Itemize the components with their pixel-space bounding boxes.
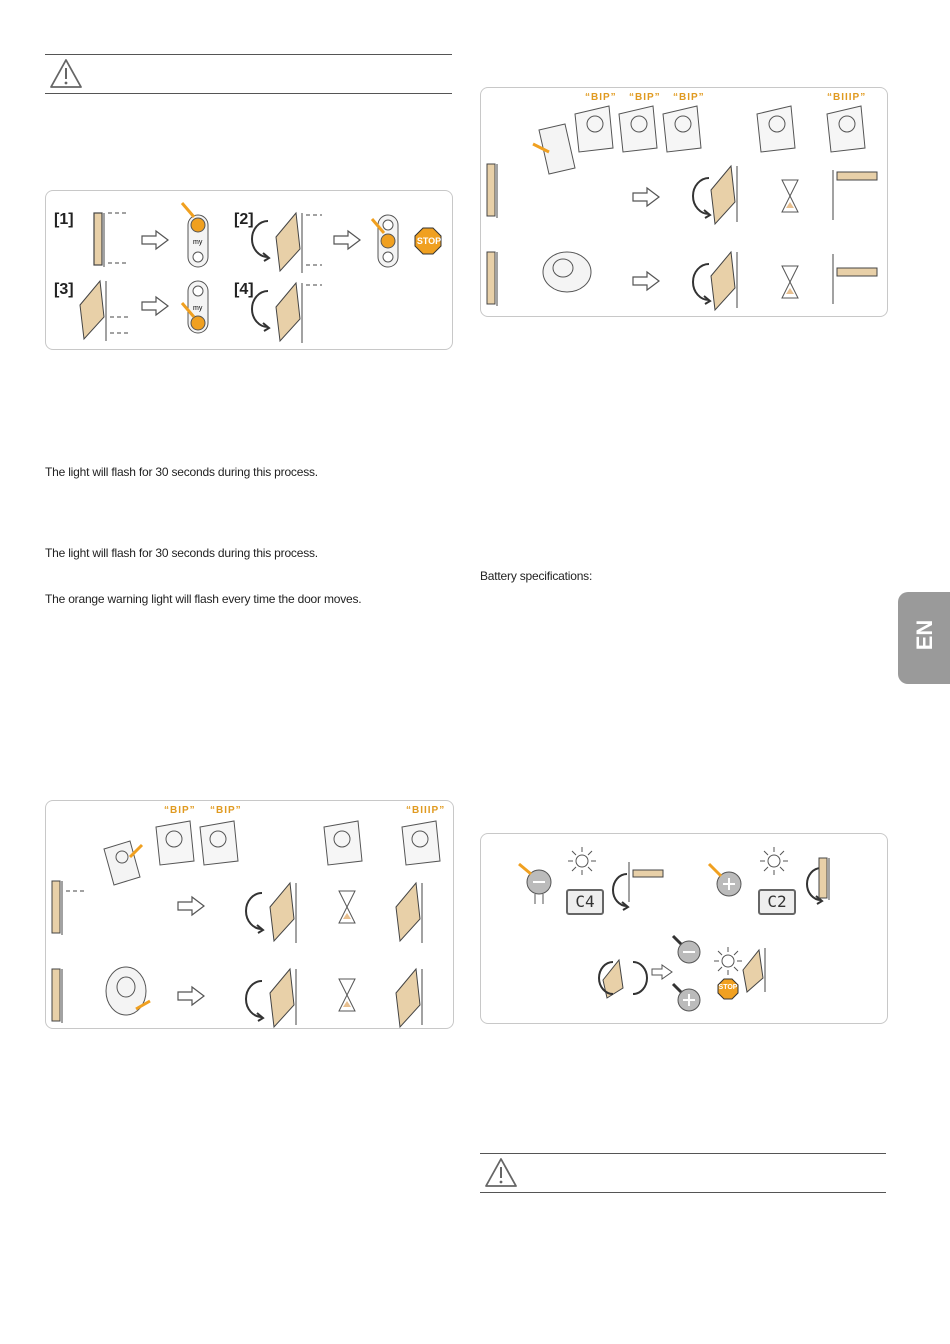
light-icon	[759, 846, 789, 876]
door-closing-icon	[272, 281, 332, 345]
hourglass-icon	[779, 178, 801, 214]
door-closed-icon	[485, 250, 525, 310]
door-opening-icon	[266, 881, 326, 945]
pairing-panel-left	[45, 800, 454, 1029]
arrow-right-icon	[176, 895, 206, 917]
bip-label: “BIP”	[673, 92, 705, 103]
rotate-icon	[246, 977, 266, 1021]
rotate-icon	[252, 287, 272, 331]
door-closed-icon	[50, 967, 90, 1027]
hourglass-icon	[779, 264, 801, 300]
door-closed-icon	[817, 856, 857, 906]
door-opening-icon	[707, 250, 767, 314]
door-closed-icon	[92, 211, 132, 271]
plus-button-icon	[707, 862, 747, 906]
warning-icon	[484, 1157, 518, 1188]
remote-up-pressed-icon	[182, 201, 212, 269]
bip-label: “BIP”	[164, 805, 196, 816]
battery-specifications-label: Battery specifications:	[480, 569, 593, 583]
adjust-panel	[480, 833, 888, 1024]
stop-label: STOP	[416, 236, 442, 246]
steps-panel	[45, 190, 453, 350]
arrow-right-icon	[140, 229, 170, 251]
door-closed-icon	[50, 879, 90, 939]
warning-icon	[49, 58, 83, 89]
door-opening-icon	[392, 967, 452, 1031]
bip-long-label: “BIIIP”	[827, 92, 867, 103]
bip-label: “BIP”	[629, 92, 661, 103]
motor-receiver-icon	[751, 102, 801, 156]
door-opening-icon	[392, 881, 452, 945]
stop-label: STOP	[718, 984, 738, 991]
rotate-both-icon	[599, 954, 647, 1000]
keyfob-icon	[102, 965, 152, 1019]
motor-receiver-icon	[821, 102, 871, 156]
door-closed-icon	[485, 162, 525, 222]
door-open-icon	[829, 252, 885, 308]
motor-receiver-icon	[150, 817, 240, 867]
minus-button-icon	[671, 934, 707, 970]
remote-down-pressed-icon	[182, 277, 212, 345]
arrow-right-icon	[631, 270, 661, 292]
hourglass-icon	[336, 977, 358, 1013]
lcd-display: C4	[566, 889, 604, 915]
step-4-label: [4]	[234, 281, 254, 298]
door-open-icon	[625, 860, 665, 906]
plus-button-icon	[671, 982, 707, 1018]
door-opening-icon	[741, 946, 787, 996]
minus-button-icon	[517, 862, 557, 906]
language-tab-label: EN	[912, 619, 937, 651]
light-icon	[713, 946, 743, 976]
bottom-rule-right	[480, 1192, 886, 1193]
pairing-panel-right	[480, 87, 888, 317]
arrow-right-icon	[176, 985, 206, 1007]
lcd-display: C2	[758, 889, 796, 915]
step-1-label: [1]	[54, 211, 74, 228]
bip-long-label: “BIIIP”	[406, 805, 446, 816]
door-opening-icon	[266, 967, 326, 1031]
door-open-icon	[829, 168, 885, 224]
arrow-right-icon	[651, 964, 673, 980]
top-rule-right	[480, 1153, 886, 1154]
language-tab	[898, 592, 950, 684]
motor-receiver-icon	[569, 102, 703, 156]
motor-receiver-icon	[396, 817, 440, 867]
rotate-icon	[246, 889, 266, 933]
svg-text:my: my	[193, 239, 203, 246]
light-icon	[567, 846, 597, 876]
hourglass-icon	[336, 889, 358, 925]
step-2-label: [2]	[234, 211, 254, 228]
paragraph-flash-1: The light will flash for 30 seconds during this process.	[45, 465, 318, 479]
remote-icon	[531, 122, 581, 178]
bip-label: “BIP”	[585, 92, 617, 103]
arrow-right-icon	[332, 229, 362, 251]
remote-my-pressed-icon	[372, 201, 402, 269]
top-rule-left	[45, 54, 452, 55]
step-3-label: [3]	[54, 281, 74, 298]
motor-receiver-icon	[318, 817, 362, 867]
bip-label: “BIP”	[210, 805, 242, 816]
svg-text:my: my	[193, 305, 203, 312]
remote-icon	[100, 837, 144, 887]
door-opening-icon	[707, 164, 767, 228]
door-opening-icon	[272, 211, 332, 275]
rotate-icon	[252, 217, 272, 261]
paragraph-warning-light: The orange warning light will flash every time the door moves.	[45, 592, 362, 606]
paragraph-flash-2: The light will flash for 30 seconds during this process.	[45, 546, 318, 560]
arrow-right-icon	[631, 186, 661, 208]
door-open-icon	[76, 279, 136, 343]
arrow-right-icon	[140, 295, 170, 317]
keyfob-icon	[539, 248, 595, 298]
bottom-rule-left	[45, 93, 452, 94]
